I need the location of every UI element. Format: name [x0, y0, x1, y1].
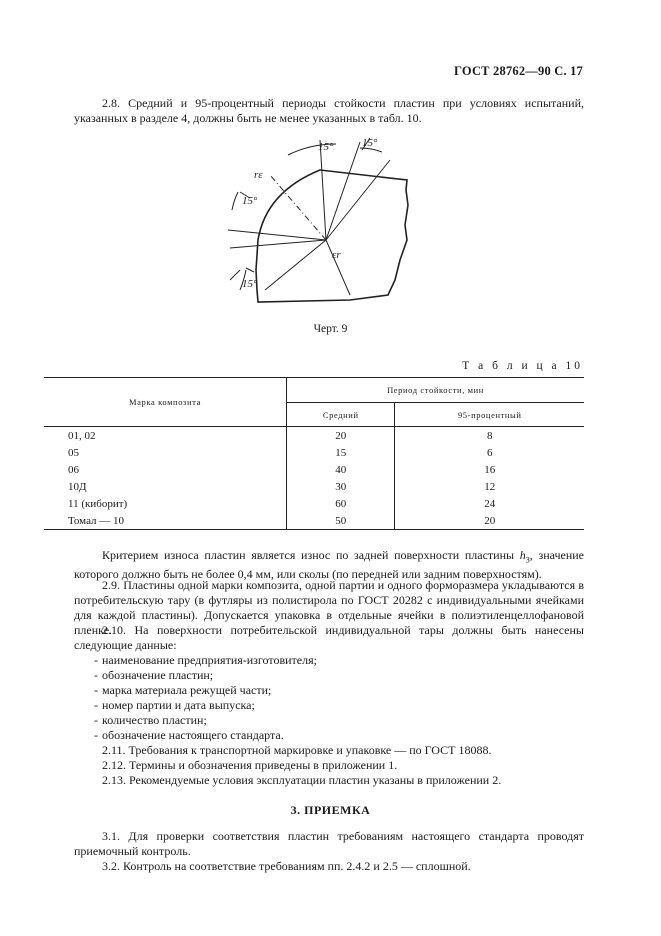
header-avg: Средний — [287, 403, 395, 427]
header-brand: Марка композита — [44, 378, 287, 427]
header-period: Период стойкости, мин — [287, 378, 585, 403]
radius-label: rε — [254, 169, 263, 181]
paragraph-2-10: 2.10. На поверхности потребительской индивидуальной тары должны быть нанесены следующие данные: — [74, 623, 584, 652]
paragraph-2-12: 2.12. Термины и обозначения приведены в приложении 1. — [102, 758, 398, 772]
durability-table — [44, 377, 584, 530]
cell-avg: 30 — [287, 478, 395, 495]
cell-95: 16 — [395, 461, 584, 478]
list-item — [74, 698, 584, 713]
criterion-text-b: , значение которого должно быть не более 0,4 мм, или сколы (по передней или задним поверхностям). — [74, 548, 584, 582]
epsilon-label: εr — [332, 249, 341, 261]
table-title: Т а б л и ц а 10 — [462, 360, 583, 372]
cell-95: 20 — [395, 512, 584, 530]
list-dash: - — [94, 683, 98, 697]
list-item — [74, 668, 584, 683]
cell-avg: 20 — [287, 427, 395, 445]
table-row — [44, 427, 584, 445]
list-dash: - — [94, 668, 98, 682]
drawing-figure-9 — [210, 130, 420, 310]
angle-label-top: 15° — [318, 141, 334, 153]
table-row — [44, 495, 584, 512]
cell-95: 6 — [395, 444, 584, 461]
list-dash: - — [94, 698, 98, 712]
table-row — [44, 512, 584, 530]
section-title: 3. ПРИЕМКА — [290, 803, 371, 817]
list-item-text: марка материала режущей части; — [102, 683, 272, 697]
table-row — [44, 444, 584, 461]
paragraph-2-8: 2.8. Средний и 95-процентный периоды стойкости пластин при условиях испытаний, указанных в разделе 4, должны быть не менее указанных в табл. 10. — [74, 96, 584, 125]
cell-brand: 11 (киборит) — [68, 497, 128, 510]
figure-caption: Черт. 9 — [313, 323, 348, 335]
criterion-text-a: Критерием износа пластин является износ по задней поверхности пластины — [102, 548, 520, 562]
angle-label-bottom: 15° — [242, 278, 258, 290]
cell-95: 24 — [395, 495, 584, 512]
cell-brand: 10Д — [68, 480, 87, 493]
list-item — [74, 713, 584, 728]
header-95: 95-процентный — [395, 403, 584, 427]
table-row — [44, 461, 584, 478]
cell-avg: 40 — [287, 461, 395, 478]
cell-95: 12 — [395, 478, 584, 495]
list-item — [74, 653, 584, 668]
cell-95: 8 — [395, 427, 584, 445]
list-dash: - — [94, 713, 98, 727]
criterion-symbol: h — [519, 548, 526, 562]
table-row — [44, 478, 584, 495]
cell-avg: 50 — [287, 512, 395, 530]
list-dash: - — [94, 653, 98, 667]
angle-label-left: 15° — [242, 195, 258, 207]
cell-brand: 05 — [68, 446, 79, 459]
cell-brand: 06 — [68, 463, 79, 476]
list-dash: - — [94, 728, 98, 742]
list-item — [74, 728, 584, 743]
angle-label-right: 15° — [362, 137, 378, 149]
paragraph-2-9: 2.9. Пластины одной марки композита, одной партии и одного формоpазмера укладываются в потребительскую тару (в футляры из полистирола по ГОСТ 20282 с индивидуальными ячейками для каждой пластины). Допускается упаковка в отдельные ячейки в полиэтиленцеллофановой пленке. — [74, 578, 584, 637]
plate-outline — [256, 170, 408, 302]
paragraph-3-2: 3.2. Контроль на соответствие требованиям пп. 2.4.2 и 2.5 — сплошной. — [102, 859, 471, 873]
list-item-text: обозначение пластин; — [102, 668, 214, 682]
page-header: ГОСТ 28762—90 С. 17 — [454, 64, 583, 78]
cell-avg: 15 — [287, 444, 395, 461]
list-item-text: обозначение настоящего стандарта. — [102, 728, 284, 742]
criterion-subscript: 3 — [525, 555, 530, 565]
paragraph-3-1: 3.1. Для проверки соответствия пластин требованиям настоящего стандарта проводят приемочный контроль. — [74, 829, 584, 858]
list-item-text: наименование предприятия-изготовителя; — [102, 653, 317, 667]
list-item-text: номер партии и дата выпуска; — [102, 698, 255, 712]
cell-brand: 01, 02 — [68, 429, 96, 442]
paragraph-2-13: 2.13. Рекомендуемые условия эксплуатации пластин указаны в приложении 2. — [102, 773, 502, 787]
cell-avg: 60 — [287, 495, 395, 512]
list-item-text: количество пластин; — [102, 713, 207, 727]
cell-brand: Томал — 10 — [44, 512, 287, 530]
list-item — [74, 683, 584, 698]
paragraph-2-11: 2.11. Требования к транспортной маркировке и упаковке — по ГОСТ 18088. — [102, 743, 492, 757]
